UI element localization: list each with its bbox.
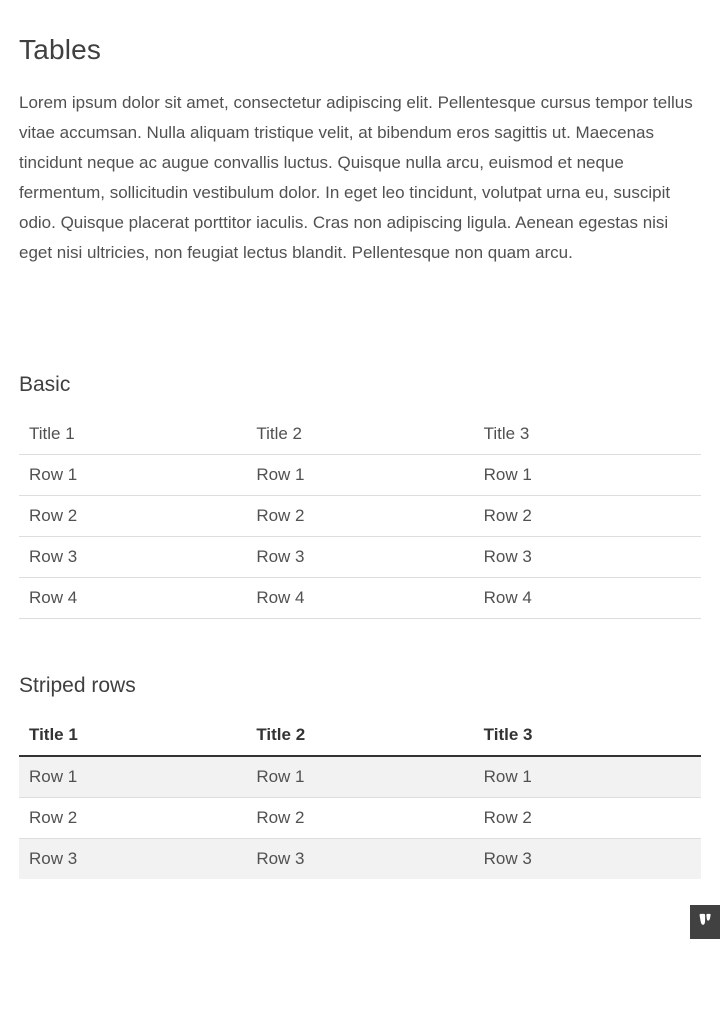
section-heading-basic: Basic bbox=[19, 373, 71, 396]
table-cell: Row 2 bbox=[246, 496, 473, 537]
table-cell: Row 1 bbox=[474, 455, 701, 496]
table-cell: Row 3 bbox=[246, 839, 473, 880]
striped-table-head bbox=[19, 715, 701, 756]
table-row bbox=[19, 839, 701, 880]
striped-table-body bbox=[19, 756, 701, 879]
column-header: Title 1 bbox=[19, 715, 246, 756]
table-row bbox=[19, 756, 701, 798]
section-basic bbox=[19, 373, 701, 619]
section-striped bbox=[19, 674, 701, 879]
table-cell: Row 3 bbox=[474, 537, 701, 578]
column-header: Title 2 bbox=[246, 715, 473, 756]
table-cell: Row 2 bbox=[19, 496, 246, 537]
column-header: Title 2 bbox=[246, 414, 473, 455]
table-cell: Row 1 bbox=[19, 455, 246, 496]
table-cell: Row 1 bbox=[19, 756, 246, 798]
table-cell: Row 3 bbox=[19, 537, 246, 578]
page-content bbox=[0, 34, 720, 879]
basic-table bbox=[19, 414, 701, 619]
column-header: Title 3 bbox=[474, 414, 701, 455]
table-row bbox=[19, 798, 701, 839]
striped-table bbox=[19, 715, 701, 879]
table-header-row bbox=[19, 414, 701, 455]
table-header-row bbox=[19, 715, 701, 756]
table-cell: Row 4 bbox=[246, 578, 473, 619]
table-cell: Row 2 bbox=[474, 496, 701, 537]
table-cell: Row 3 bbox=[246, 537, 473, 578]
table-cell: Row 4 bbox=[474, 578, 701, 619]
table-cell: Row 3 bbox=[19, 839, 246, 880]
basic-table-head bbox=[19, 414, 701, 455]
basic-table-body bbox=[19, 455, 701, 619]
table-row bbox=[19, 578, 701, 619]
table-cell: Row 3 bbox=[474, 839, 701, 880]
table-cell: Row 4 bbox=[19, 578, 246, 619]
typo3-logo-icon bbox=[697, 916, 713, 928]
table-cell: Row 1 bbox=[474, 756, 701, 798]
intro-paragraph: Lorem ipsum dolor sit amet, consectetur adipiscing elit. Pellentesque cursus tempor tellus vitae accumsan. Nulla aliquam tristique velit, at bibendum eros sagittis ut. Maecenas tincidunt neque ac augue convallis luctus. Quisque nulla arcu, euismod et neque fermentum, sollicitudin vestibulum dolor. In eget leo tincidunt, volutpat urna eu, suscipit odio. Quisque placerat porttitor iaculis. Cras non adipiscing ligula. Aenean egestas nisi eget nisi ultricies, non feugiat lectus blandit. Pellentesque non quam arcu. bbox=[19, 93, 693, 262]
table-cell: Row 2 bbox=[246, 798, 473, 839]
table-row bbox=[19, 496, 701, 537]
table-cell: Row 1 bbox=[246, 756, 473, 798]
page-title: Tables bbox=[19, 34, 102, 65]
table-row bbox=[19, 537, 701, 578]
table-cell: Row 2 bbox=[474, 798, 701, 839]
table-row bbox=[19, 455, 701, 496]
table-cell: Row 2 bbox=[19, 798, 246, 839]
column-header: Title 1 bbox=[19, 414, 246, 455]
section-heading-striped: Striped rows bbox=[19, 674, 136, 697]
typo3-badge-button[interactable] bbox=[690, 905, 720, 939]
table-cell: Row 1 bbox=[246, 455, 473, 496]
column-header: Title 3 bbox=[474, 715, 701, 756]
